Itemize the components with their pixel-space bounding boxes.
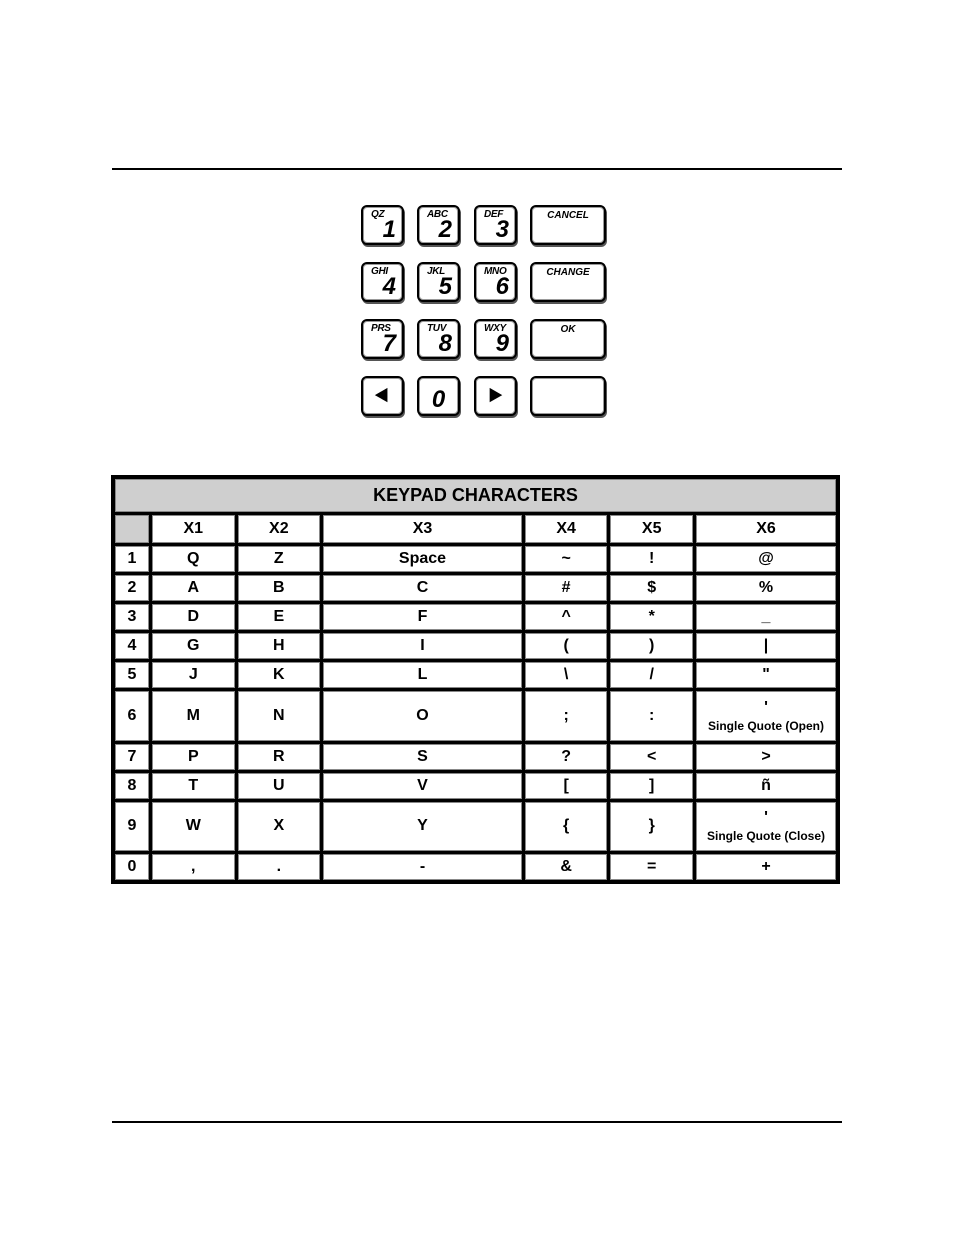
table-row (115, 662, 836, 688)
right-arrow-icon (476, 378, 515, 414)
table-cell: ) (610, 633, 693, 659)
table-cell: C (323, 575, 522, 601)
key-5[interactable] (417, 262, 460, 302)
table-cell: F (323, 604, 522, 630)
table-cell: E (238, 604, 321, 630)
table-title: KEYPAD CHARACTERS (115, 479, 836, 512)
table-cell: ] (610, 773, 693, 799)
table-cell: G (152, 633, 235, 659)
cell-note: Single Quote (Close) (706, 829, 825, 844)
key-digit: 0 (431, 386, 446, 413)
table-cell: = (610, 854, 693, 880)
table-cell: ( (525, 633, 608, 659)
table-cell: " (696, 662, 836, 688)
key-letters: JKL (427, 266, 445, 277)
table-row (115, 773, 836, 799)
table-cell: ñ (696, 773, 836, 799)
right-arrow-button[interactable] (474, 376, 517, 416)
table-cell: - (323, 854, 522, 880)
left-arrow-button[interactable] (361, 376, 404, 416)
key-letters: TUV (427, 323, 447, 334)
table-row (115, 802, 836, 851)
column-header: X5 (610, 515, 693, 543)
table-cell: Y (323, 802, 522, 851)
table-cell: J (152, 662, 235, 688)
key-digit: 4 (382, 273, 396, 300)
table-row (115, 633, 836, 659)
table-cell: > (696, 744, 836, 770)
table-cell: P (152, 744, 235, 770)
table-cell: : (610, 691, 693, 740)
key-4[interactable] (361, 262, 404, 302)
cancel-button[interactable] (530, 205, 606, 245)
table-cell: O (323, 691, 522, 740)
key-letters: QZ (371, 209, 385, 220)
left-arrow-icon (363, 378, 402, 414)
table-cell: K (238, 662, 321, 688)
table-cell: W (152, 802, 235, 851)
table-cell: A (152, 575, 235, 601)
table-cell: % (696, 575, 836, 601)
header-rule (112, 168, 842, 170)
change-label: CHANGE (546, 267, 590, 278)
key-digit: 6 (495, 273, 509, 300)
column-header: X3 (323, 515, 522, 543)
key-digit: 3 (495, 216, 509, 243)
table-cell: | (696, 633, 836, 659)
corner-cell (115, 515, 149, 543)
key-8[interactable] (417, 319, 460, 359)
row-key: 5 (115, 662, 149, 688)
table-cell: [ (525, 773, 608, 799)
table-cell: + (696, 854, 836, 880)
key-letters: ABC (427, 209, 448, 220)
table-cell: # (525, 575, 608, 601)
table-cell: M (152, 691, 235, 740)
table-cell: H (238, 633, 321, 659)
table-row (115, 744, 836, 770)
key-letters: PRS (371, 323, 391, 334)
key-digit: 1 (382, 216, 396, 243)
key-3[interactable] (474, 205, 517, 245)
ok-button[interactable] (530, 319, 606, 359)
row-key: 4 (115, 633, 149, 659)
key-digit: 8 (438, 330, 452, 357)
column-header: X6 (696, 515, 836, 543)
row-key: 6 (115, 691, 149, 740)
table-cell: _ (696, 604, 836, 630)
table-cell: @ (696, 546, 836, 572)
key-digit: 5 (438, 273, 452, 300)
table-cell: R (238, 744, 321, 770)
row-key: 9 (115, 802, 149, 851)
cancel-label: CANCEL (547, 210, 589, 221)
ok-label: OK (560, 324, 576, 335)
table-row (115, 691, 836, 740)
key-letters: WXY (484, 323, 506, 334)
key-letters: GHI (371, 266, 388, 277)
key-2[interactable] (417, 205, 460, 245)
table-row (115, 854, 836, 880)
table-cell: * (610, 604, 693, 630)
change-button[interactable] (530, 262, 606, 302)
table-row (115, 575, 836, 601)
column-header: X1 (152, 515, 235, 543)
table-cell: < (610, 744, 693, 770)
table-row (115, 546, 836, 572)
key-digit: 7 (382, 330, 396, 357)
table-cell: , (152, 854, 235, 880)
row-key: 8 (115, 773, 149, 799)
table-cell: \ (525, 662, 608, 688)
key-letters: MNO (484, 266, 507, 277)
table-cell: $ (610, 575, 693, 601)
table-cell: Z (238, 546, 321, 572)
table-cell: B (238, 575, 321, 601)
table-cell: ~ (525, 546, 608, 572)
cell-symbol: ' (764, 698, 768, 716)
row-key: 1 (115, 546, 149, 572)
table-cell: & (525, 854, 608, 880)
table-cell: ? (525, 744, 608, 770)
table-cell: I (323, 633, 522, 659)
table-cell: / (610, 662, 693, 688)
column-header: X4 (525, 515, 608, 543)
row-key: 3 (115, 604, 149, 630)
cell-note: Single Quote (Open) (708, 718, 824, 733)
table-cell: ; (525, 691, 608, 740)
keypad-characters-table (111, 475, 840, 884)
table-cell (696, 802, 836, 851)
table-cell: N (238, 691, 321, 740)
key-9[interactable] (474, 319, 517, 359)
table-cell: ! (610, 546, 693, 572)
table-cell: } (610, 802, 693, 851)
table-cell: Q (152, 546, 235, 572)
table-cell: { (525, 802, 608, 851)
row-key: 2 (115, 575, 149, 601)
table-cell: . (238, 854, 321, 880)
key-digit: 2 (438, 216, 452, 243)
row-key: 7 (115, 744, 149, 770)
table-cell: S (323, 744, 522, 770)
table-cell: ^ (525, 604, 608, 630)
key-1[interactable] (361, 205, 404, 245)
blank-button[interactable] (530, 376, 606, 416)
key-letters: DEF (484, 209, 504, 220)
table-cell: V (323, 773, 522, 799)
table-cell (696, 691, 836, 740)
footer-rule (112, 1121, 842, 1123)
table-cell: Space (323, 546, 522, 572)
cell-symbol: ' (764, 809, 768, 827)
key-digit: 9 (495, 330, 509, 357)
column-header: X2 (238, 515, 321, 543)
table-cell: T (152, 773, 235, 799)
table-cell: U (238, 773, 321, 799)
key-6[interactable] (474, 262, 517, 302)
key-0[interactable] (417, 376, 460, 416)
table-cell: D (152, 604, 235, 630)
table-cell: X (238, 802, 321, 851)
table-cell: L (323, 662, 522, 688)
key-7[interactable] (361, 319, 404, 359)
table-row (115, 604, 836, 630)
row-key: 0 (115, 854, 149, 880)
